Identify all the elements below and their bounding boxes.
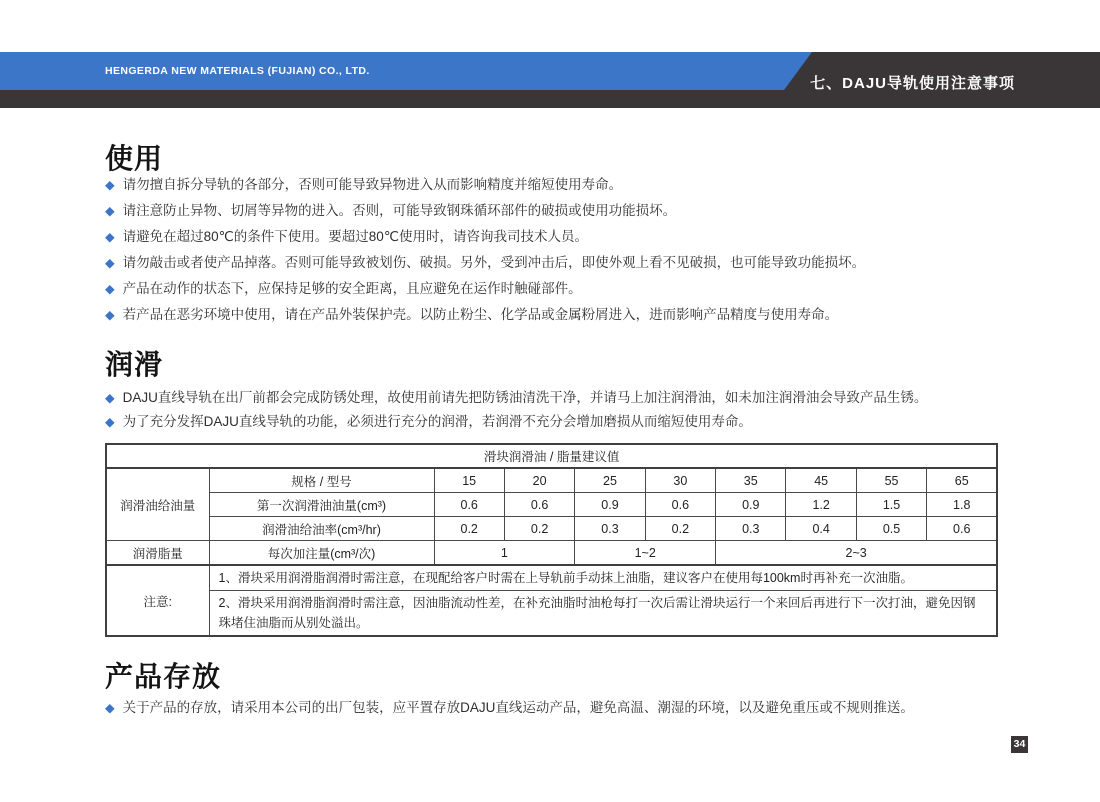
oil-rate-value: 0.2 [434, 517, 504, 541]
model-header: 15 [434, 468, 504, 493]
diamond-bullet-icon: ◆ [105, 203, 115, 218]
oil-rate-value: 0.3 [575, 517, 645, 541]
diamond-bullet-icon: ◆ [105, 281, 115, 296]
model-header: 45 [786, 468, 856, 493]
diamond-bullet-icon: ◆ [105, 229, 115, 244]
oil-rate-value: 0.2 [645, 517, 715, 541]
list-item [105, 302, 1005, 328]
diamond-bullet-icon: ◆ [105, 177, 115, 192]
oil-rate-value: 0.5 [856, 517, 926, 541]
list-item [105, 386, 1025, 410]
table-row [106, 541, 997, 566]
model-header: 25 [575, 468, 645, 493]
diamond-bullet-icon: ◆ [105, 255, 115, 270]
diamond-bullet-icon: ◆ [105, 414, 115, 429]
diamond-bullet-icon: ◆ [105, 307, 115, 322]
model-header: 55 [856, 468, 926, 493]
model-header: 65 [927, 468, 998, 493]
usage-bullet-list [105, 172, 1005, 328]
grease-value: 1 [434, 541, 575, 566]
table-row [106, 517, 997, 541]
storage-section-title: 产品存放 [105, 661, 222, 692]
diamond-bullet-icon: ◆ [105, 700, 115, 715]
oil-rate-value: 0.6 [927, 517, 998, 541]
first-oil-value: 1.8 [927, 493, 998, 517]
oil-rate-value: 0.4 [786, 517, 856, 541]
bullet-text: 请注意防止异物、切屑等异物的进入。否则，可能导致钢珠循环部件的破损或使用功能损坏。 [122, 203, 677, 218]
bullet-text: 为了充分发挥DAJU直线导轨的功能，必须进行充分的润滑，若润滑不充分会增加磨损从而缩短使用寿命。 [122, 414, 752, 429]
first-oil-value: 1.5 [856, 493, 926, 517]
list-item [105, 695, 1025, 721]
bullet-text: 若产品在恶劣环境中使用，请在产品外装保护壳。以防止粉尘、化学品或金属粉屑进入，进而影响产品精度与使用寿命。 [122, 307, 839, 322]
list-item [105, 276, 1005, 302]
bullet-text: 产品在动作的状态下，应保持足够的安全距离，且应避免在运作时触碰部件。 [122, 281, 582, 296]
usage-section-title: 使用 [105, 143, 164, 174]
table-row [106, 565, 997, 591]
first-oil-value: 0.6 [645, 493, 715, 517]
lubrication-section-title: 润滑 [105, 349, 164, 380]
table-row [106, 591, 997, 637]
first-oil-value: 0.9 [575, 493, 645, 517]
table-row [106, 444, 997, 468]
company-name: HENGERDA NEW MATERIALS (FUJIAN) CO., LTD. [105, 65, 370, 77]
first-oil-value: 1.2 [786, 493, 856, 517]
table-row [106, 468, 997, 493]
bullet-text: 请勿擅自拆分导轨的各部分，否则可能导致异物进入从而影响精度并缩短使用寿命。 [122, 177, 623, 192]
list-item [105, 410, 1025, 434]
bullet-text: DAJU直线导轨在出厂前都会完成防锈处理，故使用前请先把防锈油清洗干净，并请马上加注润滑油，如未加注润滑油会导致产品生锈。 [122, 390, 928, 405]
oil-rate-value: 0.3 [716, 517, 786, 541]
note-text: 2、滑块采用润滑脂润滑时需注意，因油脂流动性差，在补充油脂时油枪每打一次后需让滑块运行一个来回后再进行下一次打油，避免因钢珠堵住油脂而从别处溢出。 [209, 591, 997, 637]
list-item [105, 172, 1005, 198]
list-item [105, 198, 1005, 224]
lubrication-bullet-list [105, 386, 1025, 434]
oil-group-label: 润滑油给油量 [106, 468, 209, 541]
header-section-title: 七、DAJU导轨使用注意事项 [810, 75, 1015, 92]
first-oil-label: 第一次润滑油油量(cm³) [209, 493, 434, 517]
model-header: 20 [504, 468, 574, 493]
grease-value: 1~2 [575, 541, 716, 566]
bullet-text: 关于产品的存放，请采用本公司的出厂包装，应平置存放DAJU直线运动产品，避免高温、潮湿的环境，以及避免重压或不规则推送。 [122, 700, 914, 715]
grease-group-label: 润滑脂量 [106, 541, 209, 566]
first-oil-value: 0.6 [434, 493, 504, 517]
spec-label: 规格 / 型号 [209, 468, 434, 493]
list-item [105, 250, 1005, 276]
grease-label: 每次加注量(cm³/次) [209, 541, 434, 566]
notes-label: 注意: [106, 565, 209, 636]
diamond-bullet-icon: ◆ [105, 390, 115, 405]
lubrication-table [105, 443, 998, 637]
first-oil-value: 0.6 [504, 493, 574, 517]
model-header: 35 [716, 468, 786, 493]
first-oil-value: 0.9 [716, 493, 786, 517]
oil-rate-label: 润滑油给油率(cm³/hr) [209, 517, 434, 541]
page-number-badge: 34 [1011, 736, 1028, 753]
grease-value: 2~3 [716, 541, 998, 566]
table-caption: 滑块润滑油 / 脂量建议值 [106, 444, 997, 468]
list-item [105, 224, 1005, 250]
model-header: 30 [645, 468, 715, 493]
bullet-text: 请勿敲击或者使产品掉落。否则可能导致被划伤、破损。另外，受到冲击后，即使外观上看不见破损，也可能导致功能损坏。 [122, 255, 866, 270]
oil-rate-value: 0.2 [504, 517, 574, 541]
storage-bullet-list [105, 695, 1025, 721]
note-text: 1、滑块采用润滑脂润滑时需注意，在现配给客户时需在上导轨前手动抹上油脂，建议客户在使用每100km时再补充一次油脂。 [209, 565, 997, 591]
bullet-text: 请避免在超过80℃的条件下使用。要超过80℃使用时，请咨询我司技术人员。 [122, 229, 588, 244]
table-row [106, 493, 997, 517]
